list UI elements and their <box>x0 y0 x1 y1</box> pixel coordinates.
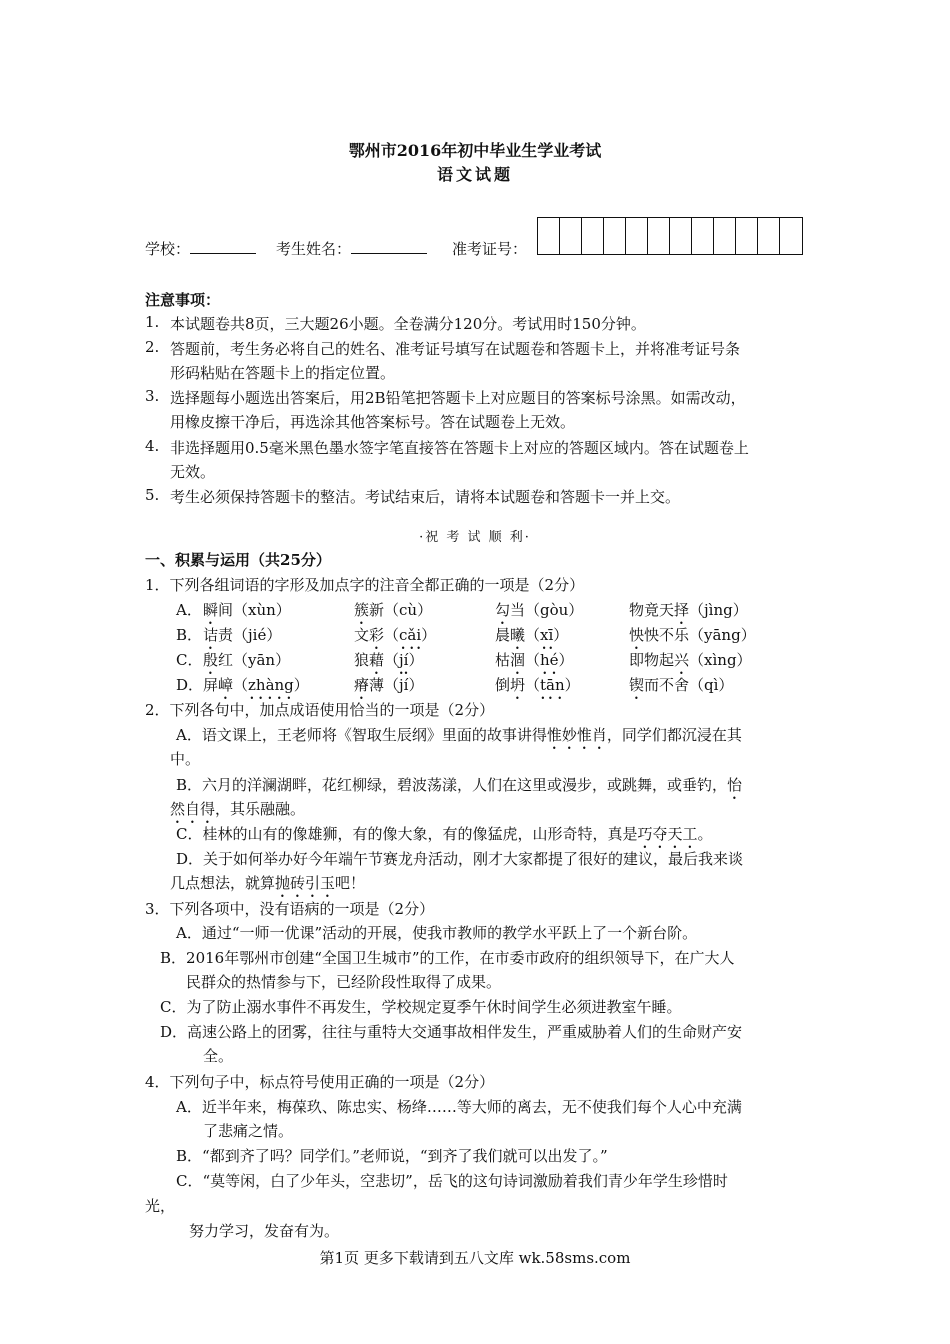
notice-num: 5. <box>145 486 160 504</box>
question-4-option-c-cont: 光， <box>145 1197 176 1215</box>
id-label: 准考证号： <box>452 240 528 258</box>
notice-text: 答题前，考生务必将自己的姓名、准考证号填写在试题卷和答题卡上，并将准考证号条 <box>170 340 741 358</box>
question-3-stem: 3．下列各项中，没有语病的一项是（2分） <box>145 900 435 918</box>
option-letter: B． <box>176 626 203 644</box>
option-letter: C． <box>176 651 203 669</box>
good-luck-wish: ·祝 考 试 顺 利· <box>419 530 531 545</box>
notice-text: 考生必须保持答题卡的整洁。考试结束后，请将本试题卷和答题卡一并上交。 <box>170 488 681 506</box>
name-field <box>276 238 427 259</box>
question-2-option-c: C．桂林的山有的像雄狮，有的像大象，有的像猛虎，山形奇特，真是巧夺天工。 <box>176 825 713 843</box>
question-2-stem: 2．下列各句中，加点成语使用恰当的一项是（2分） <box>145 701 495 719</box>
option-word: 狼藉（jí） <box>354 651 424 669</box>
option-word: 锲而不舍（qì） <box>629 676 734 694</box>
section-title: 一、积累与运用（共25分） <box>145 551 331 569</box>
question-3-option-c: C．为了防止溺水事件不再发生，学校规定夏季午休时间学生必须进教室午睡。 <box>160 998 682 1016</box>
option-word: 倒坍（tān） <box>495 676 580 694</box>
option-letter: D． <box>176 676 204 694</box>
notice-text: 本试题卷共8页，三大题26小题。全卷满分120分。考试用时150分钟。 <box>170 315 646 333</box>
exam-subject: 语文试题 <box>436 165 513 184</box>
question-3-option-a: A．通过“一师一优课”活动的开展，使我市教师的教学水平跃上了一个新台阶。 <box>176 924 698 942</box>
question-2-option-a-cont: 中。 <box>170 750 201 768</box>
option-word: 诘责（jié） <box>203 626 282 644</box>
question-4-option-c-cont2: 努力学习，发奋有为。 <box>189 1222 340 1240</box>
option-word: 晨曦（xī） <box>495 626 569 644</box>
school-field <box>145 238 256 259</box>
option-word: 簇新（cù） <box>354 601 433 619</box>
page-footer: 第1页 更多下载请到五八文库 wk.58sms.com <box>319 1249 631 1267</box>
question-3-option-b: B．2016年鄂州市创建“全国卫生城市”的工作，在市委市政府的组织领导下，在广大人 <box>160 949 735 967</box>
question-4-option-a: A．近半年来，梅葆玖、陈忠实、杨绛……等大师的离去，无不使我们每个人心中充满 <box>176 1098 742 1116</box>
question-2-option-b: B．六月的洋澜湖畔，花红柳绿，碧波荡漾，人们在这里或漫步，或跳舞，或垂钓，怡 <box>176 776 743 794</box>
school-label: 学校： <box>145 240 191 258</box>
notice-heading: 注意事项： <box>145 291 221 309</box>
notice-text: 无效。 <box>170 463 216 481</box>
notice-text: 形码粘贴在答题卡上的指定位置。 <box>170 364 396 382</box>
option-word: 即物起兴（xìng） <box>629 651 752 669</box>
question-2-option-b-cont: 然自得，其乐融融。 <box>170 800 306 818</box>
option-letter: A． <box>176 601 202 619</box>
notice-text: 非选择题用0.5毫米黑色墨水签字笔直接答在答题卡上对应的答题区域内。答在试题卷上 <box>170 439 749 457</box>
option-word: 瞬间（xùn） <box>203 601 291 619</box>
option-word: 物竟天择（jìng） <box>629 601 748 619</box>
question-2-option-a: A．语文课上，王老师将《智取生辰纲》里面的故事讲得惟妙惟肖，同学们都沉浸在其 <box>176 726 742 744</box>
notice-text: 选择题每小题选出答案后，用2B铅笔把答题卡上对应题目的答案标号涂黑。如需改动， <box>170 389 746 407</box>
question-3-option-b-cont: 民群众的热情参与下，已经阶段性取得了成果。 <box>186 973 502 991</box>
option-word: 文彩（cǎi） <box>354 626 437 644</box>
question-3-option-d: D．高速公路上的团雾，往往与重特大交通事故相伴发生，严重威胁着人们的生命财产安 <box>160 1023 743 1041</box>
question-3-option-d-cont: 全。 <box>203 1047 234 1065</box>
name-blank <box>351 239 427 254</box>
question-4-option-b: B．“都到齐了吗？同学们。”老师说，“到齐了我们就可以出发了。” <box>176 1147 608 1165</box>
notice-num: 3. <box>145 387 160 405</box>
notice-num: 2. <box>145 338 160 356</box>
notice-text: 用橡皮擦干净后，再选涂其他答案标号。答在试题卷上无效。 <box>170 413 576 431</box>
notice-num: 4. <box>145 437 160 455</box>
option-word: 瘠薄（jí） <box>354 676 424 694</box>
option-word: 勾当（gòu） <box>495 601 584 619</box>
school-blank <box>190 239 256 254</box>
question-2-option-d-cont: 几点想法，就算抛砖引玉吧！ <box>170 874 366 892</box>
question-2-option-d: D．关于如何举办好今年端午节赛龙舟活动，刚才大家都提了很好的建议，最后我来谈 <box>176 850 744 868</box>
question-4-option-a-cont: 了悲痛之情。 <box>203 1122 294 1140</box>
notice-num: 1. <box>145 313 160 331</box>
option-word: 怏怏不乐（yāng） <box>629 626 756 644</box>
question-1-stem: 1．下列各组词语的字形及加点字的注音全都正确的一项是（2分） <box>145 576 585 594</box>
exam-title: 鄂州市2016年初中毕业生学业考试 <box>348 141 602 160</box>
option-word: 枯涸（hé） <box>495 651 574 669</box>
option-word: 殷红（yān） <box>203 651 291 669</box>
question-4-stem: 4．下列句子中，标点符号使用正确的一项是（2分） <box>145 1073 495 1091</box>
question-4-option-c: C．“莫等闲，白了少年头，空悲切”，岳飞的这句诗词激励着我们青少年学生珍惜时 <box>176 1172 728 1190</box>
id-number-boxes <box>537 217 803 255</box>
name-label: 考生姓名： <box>276 240 352 258</box>
option-word: 屏嶂（zhàng） <box>203 676 309 694</box>
